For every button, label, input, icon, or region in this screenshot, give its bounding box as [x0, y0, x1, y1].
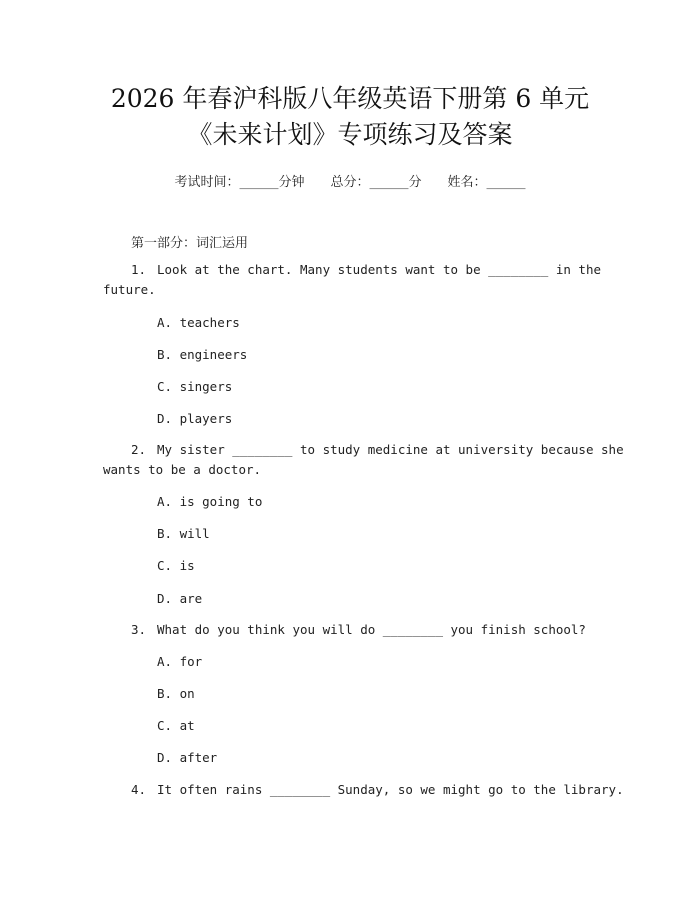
question-2-line-2: wants to be a doctor.: [103, 462, 262, 477]
question-1: [103, 260, 602, 300]
exam-time-field: 考试时间：______分钟: [174, 175, 305, 190]
question-number: 3.: [131, 622, 147, 637]
question-2-option-c: C. is: [157, 558, 195, 573]
question-1-option-c: C. singers: [157, 379, 233, 394]
document-title-line-1: 2026 年春沪科版八年级英语下册第 6 单元: [110, 84, 590, 113]
question-1-option-a: A. teachers: [157, 315, 240, 330]
question-4: [103, 780, 624, 800]
question-number: 1.: [131, 262, 147, 277]
question-text: Look at the chart. Many students want to be ________ in the: [157, 262, 602, 277]
document-title-line-2: 《未来计划》专项练习及答案: [187, 120, 513, 149]
question-2-option-b: B. will: [157, 526, 210, 541]
question-text: My sister ________ to study medicine at university because she: [157, 442, 624, 457]
question-3-option-b: B. on: [157, 686, 195, 701]
question-3-option-d: D. after: [157, 750, 218, 765]
question-2-option-a: A. is going to: [157, 494, 263, 509]
question-4-line-1: [103, 780, 624, 800]
section-heading: 第一部分：词汇运用: [131, 236, 249, 251]
question-2-line-1: [103, 440, 624, 460]
exam-meta-row: [0, 171, 700, 190]
student-name-field: 姓名：______: [447, 175, 526, 190]
question-number: 4.: [131, 782, 147, 797]
question-3-option-a: A. for: [157, 654, 203, 669]
question-2: [103, 440, 624, 480]
question-3: [103, 620, 586, 640]
question-3-option-c: C. at: [157, 718, 195, 733]
question-1-line-1: [103, 260, 602, 280]
question-1-line-2: future.: [103, 282, 156, 297]
question-1-option-d: D. players: [157, 411, 233, 426]
question-3-line-1: [103, 620, 586, 640]
question-1-option-b: B. engineers: [157, 347, 248, 362]
question-text: It often rains ________ Sunday, so we might go to the library.: [157, 782, 624, 797]
total-score-field: 总分：______分: [330, 175, 422, 190]
question-text: What do you think you will do ________ you finish school?: [157, 622, 586, 637]
question-number: 2.: [131, 442, 147, 457]
question-2-option-d: D. are: [157, 591, 203, 606]
